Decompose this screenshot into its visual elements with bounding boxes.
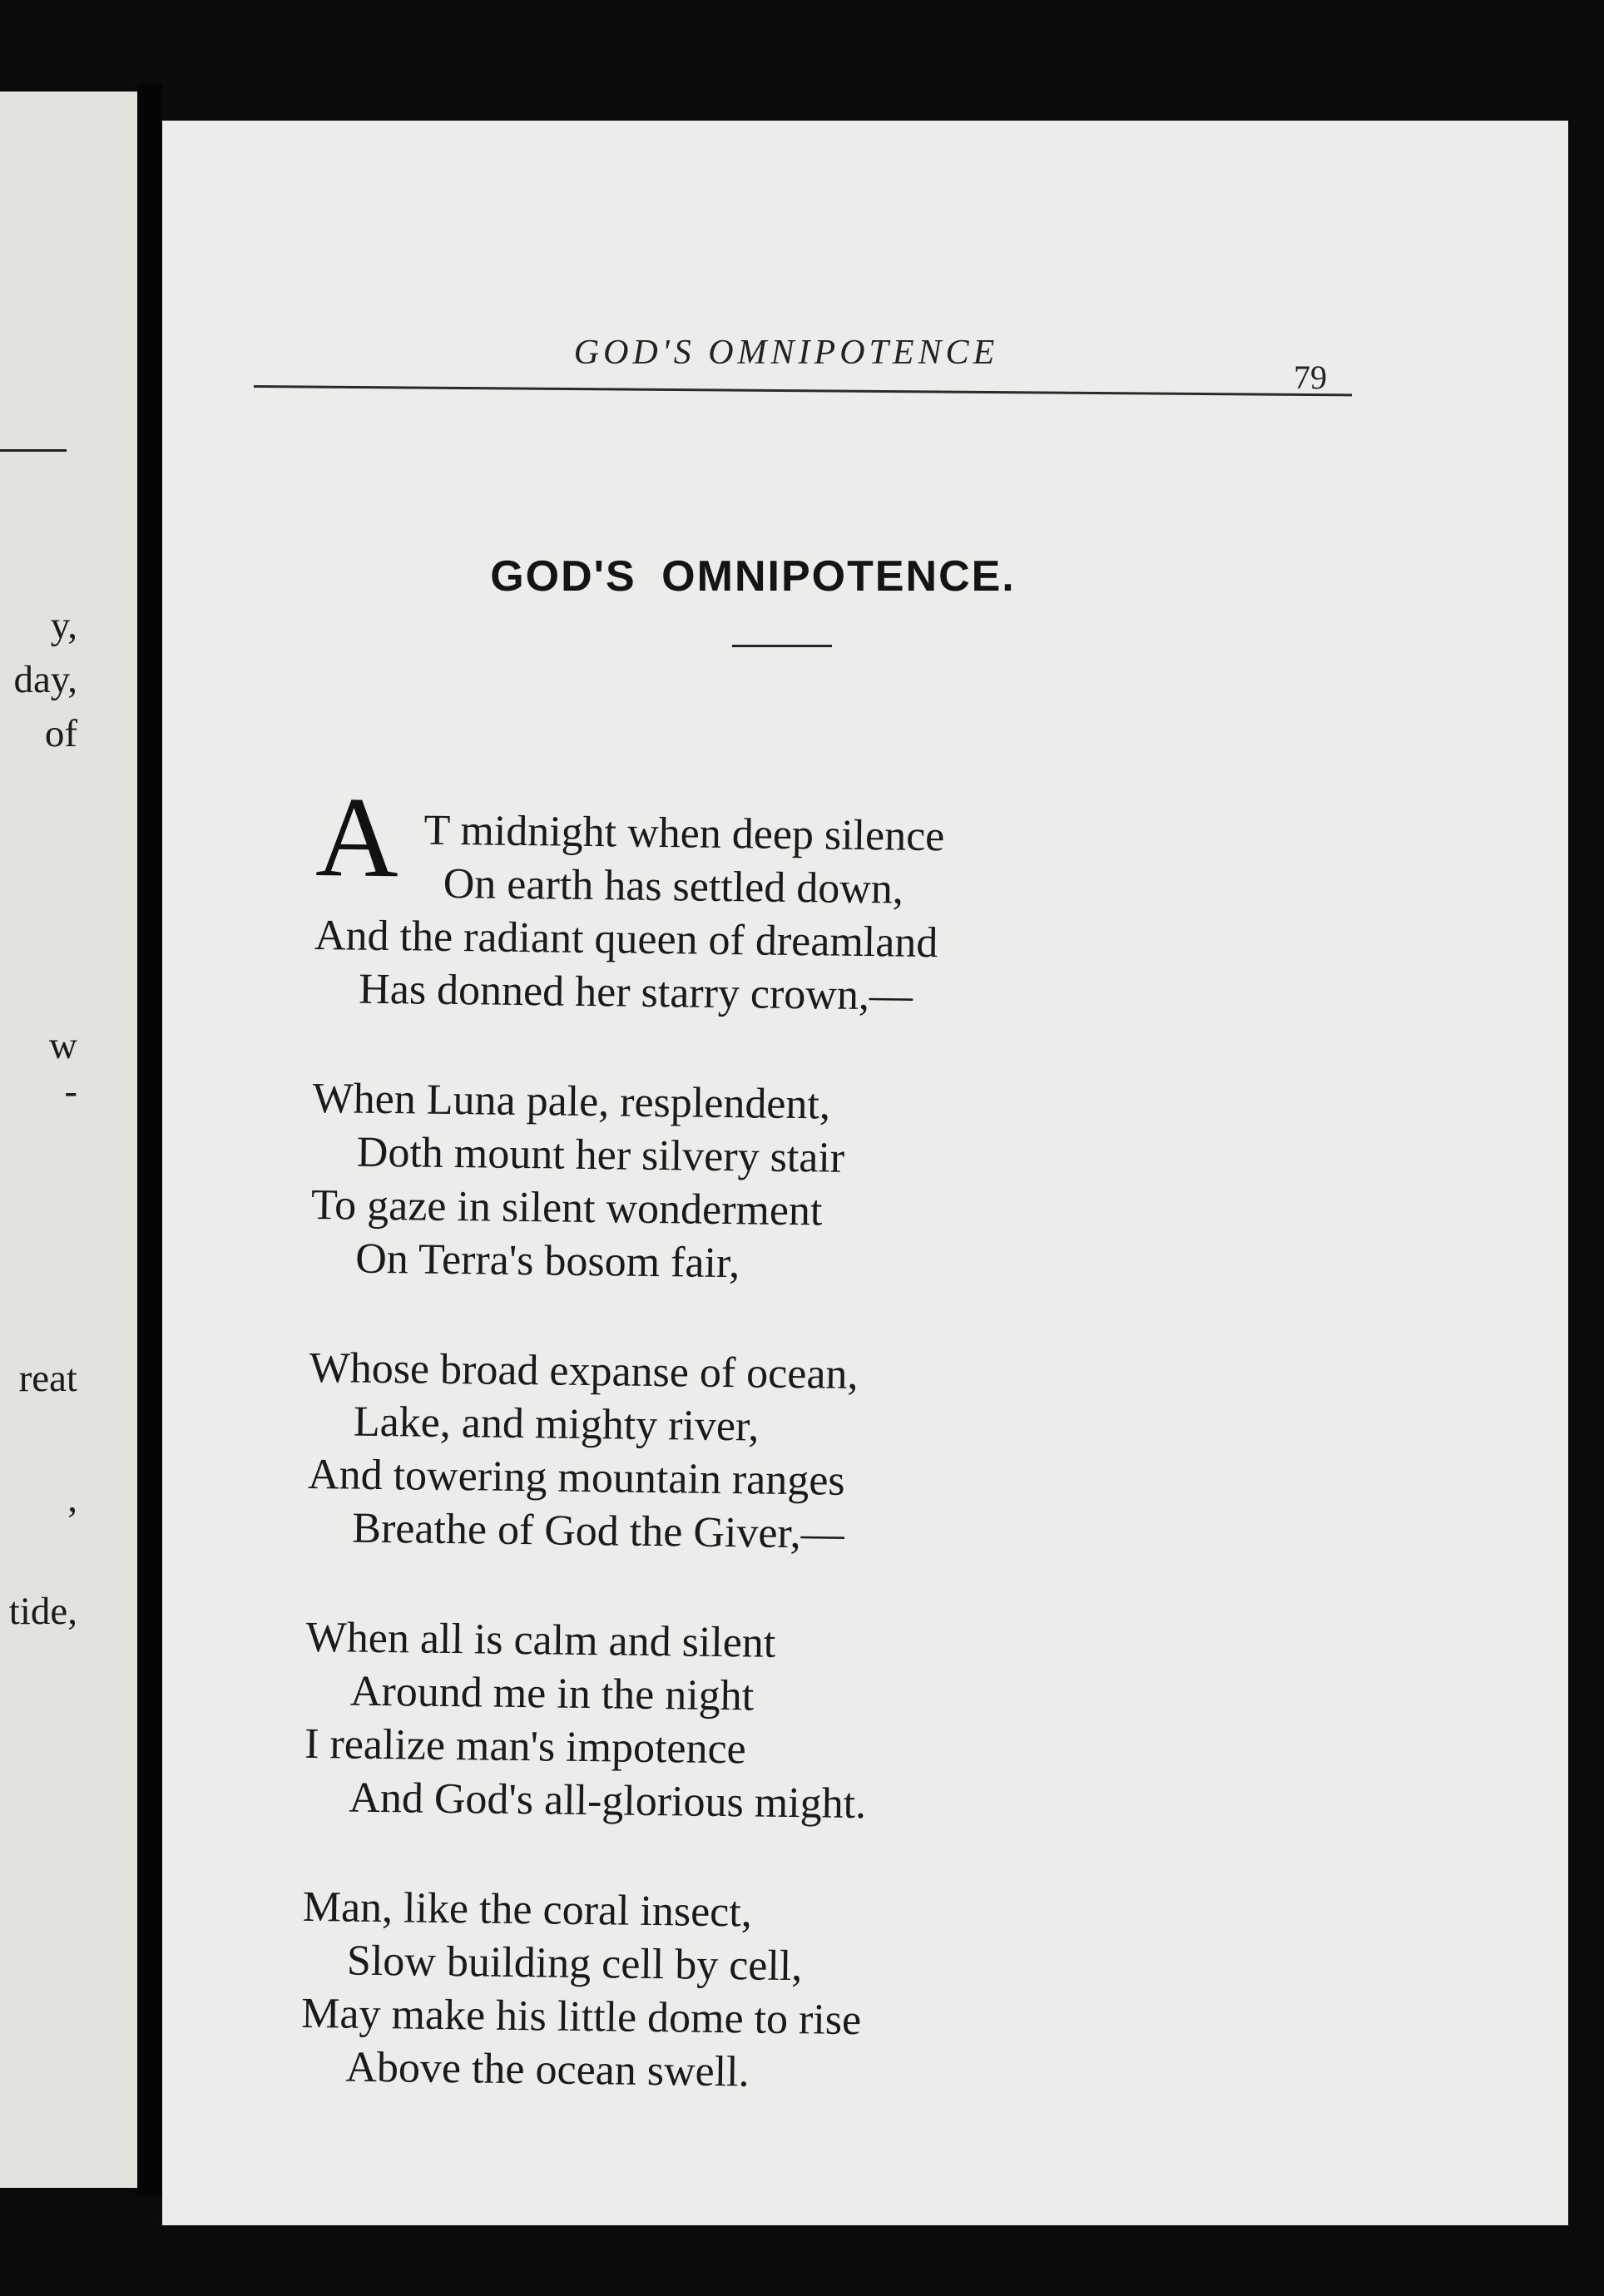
left-fragment: reat <box>18 1357 77 1400</box>
book-page <box>162 121 1568 2225</box>
left-fragment: , <box>67 1477 77 1521</box>
poem-title: GOD'S OMNIPOTENCE. <box>490 552 1016 601</box>
left-fragment: - <box>64 1070 77 1113</box>
poem-line: Around me in the night <box>349 1667 755 1720</box>
poem-body <box>300 773 1356 2163</box>
stanza <box>314 773 1356 1028</box>
previous-page-rule <box>0 449 67 452</box>
poem-line: May make his little dome to rise <box>300 1989 862 2045</box>
opening-lines <box>314 773 1355 922</box>
book-gutter <box>137 83 162 2196</box>
header-rule <box>254 385 1352 396</box>
poem-line: Slow building cell by cell, <box>346 1937 803 1991</box>
poem-line: And God's all-glorious might. <box>349 1774 867 1828</box>
left-fragment: w <box>49 1024 77 1067</box>
poem-line: Man, like the coral insect, <box>302 1883 753 1937</box>
poem-line: Above the ocean swell. <box>345 2043 750 2096</box>
poem-line: Breathe of God the Giver,— <box>352 1504 845 1558</box>
title-rule <box>732 645 832 647</box>
poem-line: When all is calm and silent <box>305 1613 776 1667</box>
left-fragment: of <box>44 712 77 755</box>
poem-line: When Luna pale, resplendent, <box>312 1074 831 1129</box>
previous-page-fragment <box>0 92 137 2188</box>
poem-line: Has donned her starry crown,— <box>358 965 913 1020</box>
poem-line: On earth has settled down, <box>443 859 904 913</box>
left-fragment: tide, <box>8 1590 77 1633</box>
left-fragment: y, <box>50 604 77 647</box>
poem-line: To gaze in silent wonderment <box>310 1180 823 1235</box>
page-number: 79 <box>1294 359 1327 396</box>
poem-line: And the radiant queen of dreamland <box>314 911 938 967</box>
stanza <box>310 1072 1353 1298</box>
stanza <box>304 1611 1346 1837</box>
poem-line: T midnight when deep silence <box>423 806 945 861</box>
poem-line: Lake, and mighty river, <box>353 1398 760 1451</box>
running-header: GOD'S OMNIPOTENCE <box>573 334 999 372</box>
left-fragment: day, <box>13 658 77 701</box>
poem-line: I realize man's impotence <box>304 1720 747 1774</box>
stanza <box>300 1881 1343 2106</box>
drop-cap: A <box>314 773 400 902</box>
stanza <box>307 1342 1349 1567</box>
poem-line: On Terra's bosom fair, <box>354 1235 740 1288</box>
poem-line: Doth mount her silvery stair <box>356 1128 845 1182</box>
poem-line: And towering mountain ranges <box>307 1450 845 1505</box>
poem-line: Whose broad expanse of ocean, <box>309 1343 859 1399</box>
